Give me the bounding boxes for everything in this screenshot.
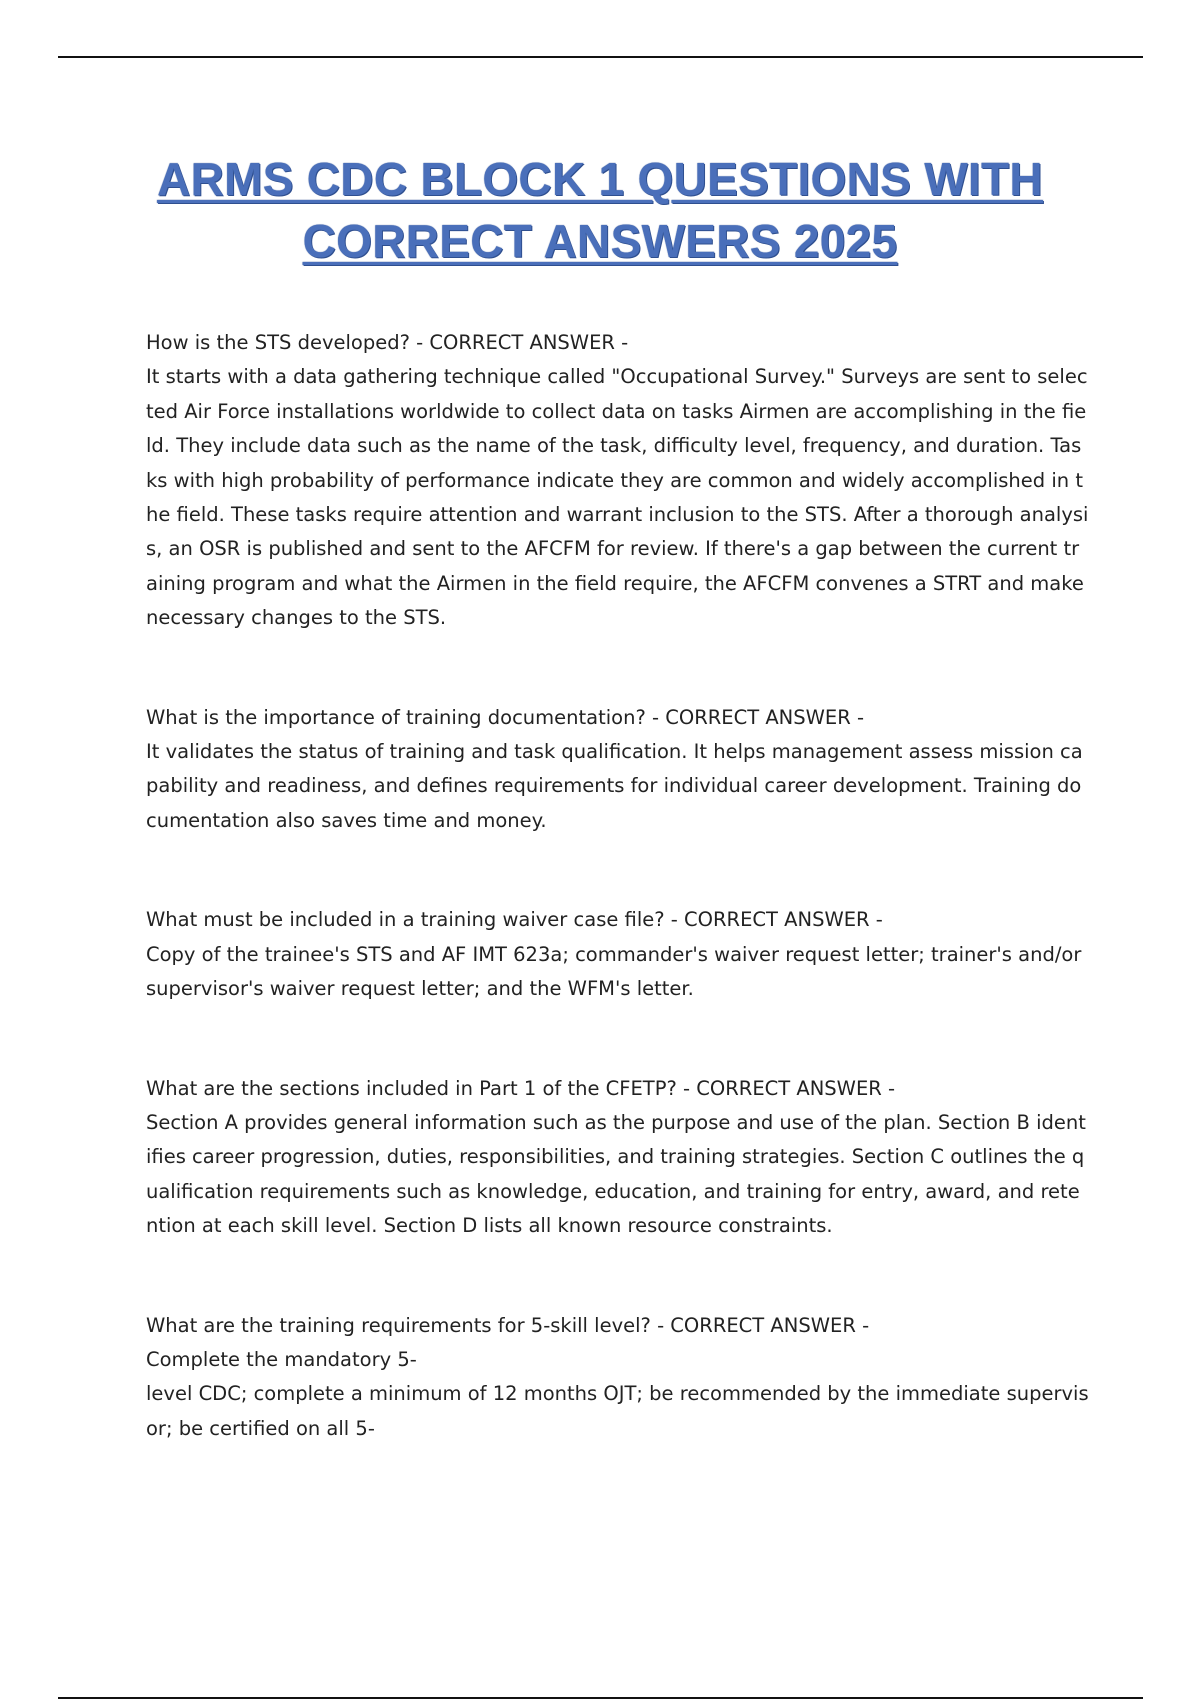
top-rule (58, 56, 1143, 58)
question-text: How is the STS developed? - CORRECT ANSWER - (146, 331, 629, 354)
qa-item (146, 1309, 1091, 1447)
answer-text: Copy of the trainee's STS and AF IMT 623a; commander's waiver request letter; trainer's and/or supervisor's waiver request letter; and the WFM's letter. (146, 942, 1082, 1001)
qa-item (146, 1072, 1091, 1244)
qa-item (146, 326, 1091, 636)
title-line-2: CORRECT ANSWERS 2025 (302, 215, 898, 267)
document-title (100, 148, 1100, 272)
bottom-rule (58, 1697, 1143, 1699)
answer-text: It validates the status of training and task qualification. It helps management assess mission capability and readiness, and defines requirements for individual career development. Training documentation also saves time and money. (146, 740, 1083, 832)
question-text: What are the sections included in Part 1 of the CFETP? - CORRECT ANSWER - (146, 1076, 896, 1100)
qa-item (146, 903, 1091, 1006)
answer-text: level CDC; complete a minimum of 12 months OJT; be recommended by the immediate supervisor; be certified on all 5- (146, 1382, 1089, 1440)
question-text: What are the training requirements for 5-skill level? - CORRECT ANSWER - (146, 1313, 870, 1337)
title-line-1: ARMS CDC BLOCK 1 QUESTIONS WITH (157, 153, 1043, 205)
answer-text: It starts with a data gathering technique called "Occupational Survey." Surveys are sent to selected Air Force installations worldwide to collect data on tasks Airmen are accomplishing in the field. They include data such as the name of the task, difficulty level, frequency, and duration. Tasks with high probability of performance indicate they are common and widely accomplished in the field. These tasks require attention and warrant inclusion to the STS. After a thorough analysis, an OSR is published and sent to the AFCFM for review. If there's a gap between the current training program and what the Airmen in the field require, the AFCFM convenes a STRT and make necessary changes to the STS. (146, 365, 1089, 630)
answer-text-line-1: Complete the mandatory 5- (146, 1347, 417, 1371)
qa-item (146, 701, 1091, 839)
question-text: What must be included in a training waiver case file? - CORRECT ANSWER - (146, 908, 883, 932)
question-text: What is the importance of training documentation? - CORRECT ANSWER - (146, 705, 865, 729)
qa-list (146, 326, 1091, 1446)
answer-text: Section A provides general information such as the purpose and use of the plan. Section B identifies career progression, duties, responsibilities, and training strategies. Section C outlines the qualification requirements such as knowledge, education, and training for entry, award, and retention at each skill level. Section D lists all known resource constraints. (146, 1110, 1086, 1238)
